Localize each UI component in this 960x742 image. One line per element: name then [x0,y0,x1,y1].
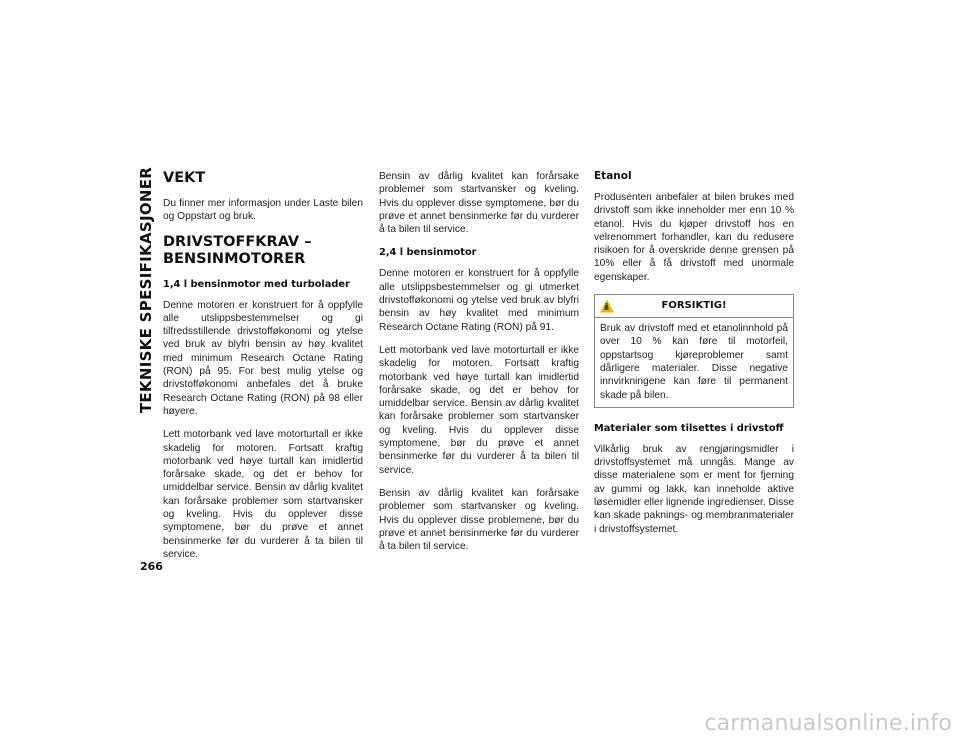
heading-drivstoffkrav: DRIVSTOFFKRAV – BENSINMOTORER [163,233,312,267]
column-2 [379,170,579,563]
heading-materialer: Materialer som tilsettes i drivstoff [594,422,784,434]
caution-text: Bruk av drivstoff med et etanolinnhold på over 10 % kan føre til motorfeil, oppstartsog kjøreproblemer samt dårligere materialer. Disse negative innvirkningene kan føre til permanent skade på bilen. [600,323,788,401]
paragraph-24-3: Bensin av dårlig kvalitet kan forårsake problemer som startvansker og kveling. Hvis du opplever disse problemene, bør du prøve et annet bensinmerke før du vurderer å ta bilen til service. [379,487,579,553]
warning-triangle-icon [599,298,615,314]
paragraph-materialer: Vilkårlig bruk av rengjøringsmidler i drivstoffsystemet må unngås. Mange av disse materialene som er ment for fjerning av gummi og lakk, kan inneholde aktive løsemidler eller lignende ingredienser. Disse kan skade paknings- og membranmaterialer i drivstoffsystemet. [594,443,794,535]
heading-turbo-engine: 1,4 l bensinmotor med turbolader [163,278,350,290]
heading-etanol: Etanol [594,170,632,182]
paragraph-vekt: Du finner mer informasjon under Laste bilen og Oppstart og bruk. [163,198,363,223]
heading-vekt: VEKT [163,170,206,186]
column-1 [163,170,363,571]
watermark-text: carmanualsonline.info [704,711,952,736]
caution-header [595,295,793,318]
caution-box [594,294,794,408]
page-number: 266 [140,560,163,573]
column-3 [594,170,794,546]
paragraph-turbo-2: Lett motorbank ved lave motorturtall er ikke skadelig for motoren. Fortsatt kraftig motorbank ved høye turtall kan imidlertid forårsake skade, og det er behov for umiddelbar service. Bensin av dårlig kvalitet kan forårsake problemer som startvansker og kveling. Hvis du opplever disse symptomene, bør du prøve et annet bensinmerke før du vurderer å ta bilen til service. [163,429,363,560]
paragraph-etanol: Produsenten anbefaler at bilen brukes med drivstoff som ikke inneholder mer enn 10 % etanol. Hvis du kjøper drivstoff hos en velrenommert forhandler, kan du redusere risikoen for å overskride denne grensen på 10% eller å få drivstoff med unormale egenskaper. [594,192,794,283]
paragraph-continued: Bensin av dårlig kvalitet kan forårsake problemer som startvansker og kveling. Hvis du opplever disse symptomene, bør du prøve et annet bensinmerke før du vurderer å ta bilen til service. [379,171,579,236]
paragraph-turbo-1: Denne motoren er konstruert for å oppfylle alle utslippsbestemmelser og gi tilfredsstillende drivstofføkonomi og ytelse ved bruk av blyfri bensin av høy kvalitet med minimum Research Octane Rating (RON) på 95. For best mulig ytelse og drivstofføkonomi anbefales det å bruke Research Octane Rating (RON) på 98 eller høyere. [163,299,363,417]
paragraph-24-1: Denne motoren er konstruert for å oppfylle alle utslippsbestemmelser og gi utmerket drivstofføkonomi og ytelse ved bruk av blyfri bensin av høy kvalitet med minimum Research Octane Rating (RON) på 91. [379,268,579,333]
section-side-tab-label: TEKNISKE SPESIFIKASJONER [137,166,155,414]
heading-24-engine: 2,4 l bensinmotor [379,247,477,259]
section-side-tab [132,166,160,414]
paragraph-24-2: Lett motorbank ved lave motorturtall er ikke skadelig for motoren. Fortsatt kraftig motorbank ved høye turtall kan imidlertid forårsake skade, og det er behov for umiddelbar service. Bensin av dårlig kvalitet kan forårsake problemer som startvansker og kveling. Hvis du opplever disse symptomene, bør du prøve et annet bensinmerke før du vurderer å ta bilen til service. [379,344,579,476]
caution-title: FORSIKTIG! [661,300,727,312]
